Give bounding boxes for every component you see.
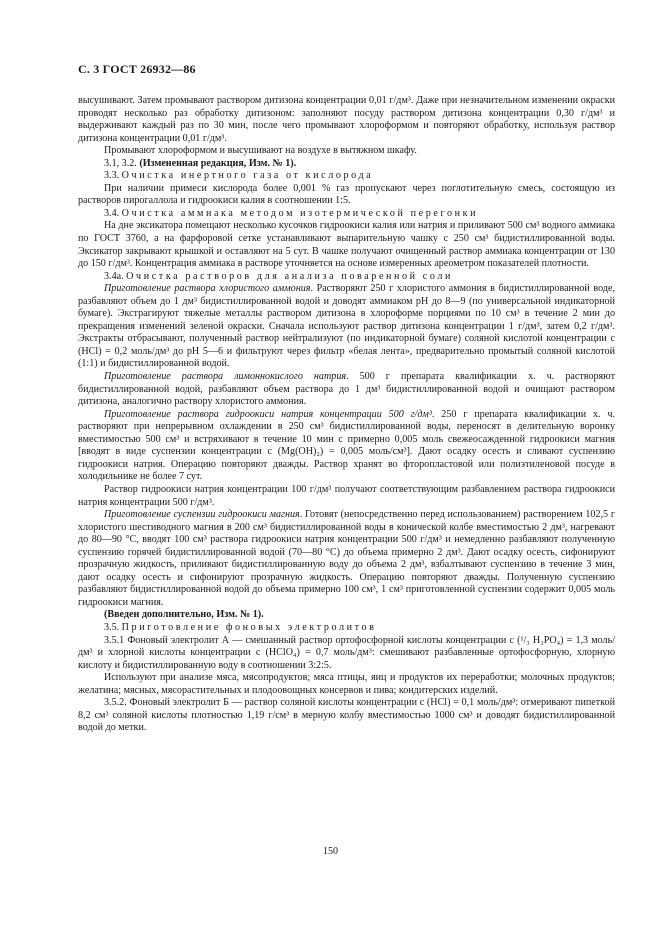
text-run: Приготовление раствора лимоннокислого натрия xyxy=(104,371,347,383)
text-run: Приготовление суспензии гидроокиси магния xyxy=(104,509,300,521)
text-run: На дне эксикатора помещают несколько кусочков гидроокиси калия или натрия и приливают 500 см³ водного аммиака по ГОСТ 3760, а на фарфоровой сетке устанавливают выпарительную чашку с 250 см³ бидистиллированной воды. Эксикатор закрывают крышкой и оставляют на 5 сут. В чашке получают очищенный раствор аммиака концентрации от 130 до 150 г/дм³. Концентрация аммиака в растворе уточняется на основе измеренных ареометром показателей плотности. xyxy=(78,220,615,270)
paragraph-p5 xyxy=(78,183,615,208)
paragraph-p15 xyxy=(78,622,615,635)
page-number: 150 xyxy=(323,846,338,857)
paragraph-p9 xyxy=(78,283,615,371)
text-run: . 500 г препарата квалификации х. ч. растворяют бидистиллированной водой, разбавляют объем раствора до 1 дм³ бидистиллированной водой и очищают раствором дитизона, аналогично раствору хлористого аммония. xyxy=(78,371,615,408)
paragraph-p17 xyxy=(78,672,615,697)
text-run: 3.3. xyxy=(104,170,122,182)
paragraph-p1 xyxy=(78,95,615,145)
text-run: 3.4. xyxy=(104,207,122,219)
text-run: 3.5. xyxy=(104,621,122,633)
page-header: С. 3 ГОСТ 26932—86 xyxy=(78,62,196,76)
text-run: 3.5.2. Фоновый электролит Б — раствор соляной кислоты концентрации с (HCl) = 0,1 моль/дм³: отмеривают пипеткой 8,2 см³ соляной кислоты плотностью 1,19 г/см³ в мерную колбу вместимостью 1000 см³ и доводят бидистиллированной водой до метки. xyxy=(78,697,615,734)
paragraph-p10 xyxy=(78,371,615,409)
text-run: Очистка растворов для анализа поваренной соли xyxy=(126,270,454,282)
text-run: . Готовят (непосредственно перед использованием) растворением 102,5 г хлористого шестиводного магния в 200 см³ бидистиллированной воды в конической колбе вместимостью 2 дм³, нагревают до 80—90 °С, вводят 100 см³ раствора гидроокиси натрия концентрации 500 г/дм³ и немедленно разбавляют полученную суспензию горячей бидистиллированной водой (70—80 °С) до объема примерно 2 дм³. Дают осадку осесть, сифонируют прозрачную жидкость, приливают бидистиллированную воду до объема 2 дм³, взбалтывают суспензию в течение 3 мин, дают осадку осесть и сифонируют прозрачную жидкость. Операцию повторяют дважды. Полученную суспензию разбавляют бидистиллированной водой до объема примерно 100 см³, 1 см³ приготовленной суспензии содержит 0,005 моль гидроокиси магния. xyxy=(78,509,615,608)
paragraph-p11 xyxy=(78,409,615,484)
text-run: (Введен дополнительно, Изм. № 1). xyxy=(104,609,264,621)
document-body xyxy=(78,95,615,735)
paragraph-p8 xyxy=(78,271,615,284)
text-run: Используют при анализе мяса, мясопродуктов; мяса птицы, яиц и продуктов их переработки; молочных продуктов; желатина; мясных, мясорастительных и плодоовощных консервов и пива; кондитерских изделий. xyxy=(78,672,615,696)
text-run: 3.1, 3.2. xyxy=(104,157,140,169)
text-run: Очистка инертного газа от кислорода xyxy=(121,170,374,182)
text-run: Промывают хлороформом и высушивают на воздухе в вытяжном шкафу. xyxy=(104,145,417,157)
text-run: Очистка аммиака методом изотермической перегонки xyxy=(121,207,479,219)
text-run: (Измененная редакция, Изм. № 1). xyxy=(139,157,297,169)
text-run: Приготовление фоновых электролитов xyxy=(121,621,377,633)
text-run: 3.5.1 Фоновый электролит А — смешанный раствор ортофосфорной кислоты концентрации с (¹/₃ H₃PO₄) = 1,3 моль/дм³ и хлорной кислоты концентрации с (HClO₄) = 0,7 моль/дм³: смешивают разбавленные ортофосфорную, хлорную кислоту и бидистиллированную воду в соотношении 3:2:5. xyxy=(78,634,615,671)
text-run: Приготовление раствора хлористого аммония xyxy=(104,283,311,295)
paragraph-p3 xyxy=(78,158,615,171)
text-run: При наличии примеси кислорода более 0,001 % газ пропускают через поглотительную смесь, состоящую из растворов пирогаллола и гидроокиси калия в соотношении 1:5. xyxy=(78,182,615,207)
text-run: Раствор гидроокиси натрия концентрации 100 г/дм³ получают соответствующим разбавлением раствора гидроокиси натрия концентрации 500 г/дм³. xyxy=(78,483,615,508)
text-run: 3.4а. xyxy=(104,270,127,282)
paragraph-p2 xyxy=(78,145,615,158)
text-run: Приготовление раствора гидроокиси натрия концентрации 500 г/дм³ xyxy=(104,408,432,420)
text-run: высушивают. Затем промывают раствором дитизона концентрации 0,01 г/дм³. Даже при незначительном изменении окраски проводят несколько раз обработку дитизоном: заполняют посуду раствором дитизона концентрации 0,30 г/дм³ и выдерживают каждый раз по 30 мин, после чего промывают хлороформом и повторяют обработку, используя раствор дитизона концентрации 0,01 г/дм³. xyxy=(78,95,615,144)
paragraph-p12 xyxy=(78,484,615,509)
paragraph-p13 xyxy=(78,509,615,609)
paragraph-p4 xyxy=(78,170,615,183)
paragraph-p6 xyxy=(78,208,615,221)
paragraph-p18 xyxy=(78,697,615,735)
paragraph-p7 xyxy=(78,220,615,270)
paragraph-p14 xyxy=(78,609,615,622)
paragraph-p16 xyxy=(78,635,615,673)
text-run: . 250 г препарата квалификации х. ч. растворяют при непрерывном охлаждении в 250 см³ бидистиллированной воды, переносят в делительную воронку вместимостью 500 см³ и встряхивают в течение 10 мин с примерно 0,005 моль свежеосажденной гидроокиси магния [вводят в виде суспензии концентрации с (Mg(OH)₂) = 0,005 моль/см³]. Дают осадку осесть и сливают суспензию гидроокиси натрия. Операцию повторяют дважды. Раствор хранят во фторопластовой или полиэтиленовой посуде в холодильнике не более 7 сут. xyxy=(78,408,615,483)
text-run: . Растворяют 250 г хлористого аммония в бидистиллированной воде, разбавляют объем до 1 дм³ бидистиллированной водой и доводят аммиаком рН до 8—9 (по универсальной индикаторной бумаге). Экстрагируют тяжелые металлы раствором дитизона в хлороформе порциями по 10 см³ в течение 2 мин до прекращения изменений зеленой окраски. Сначала используют раствор дитизона концентрации 1 г/дм³, затем 0,2 г/дм³. Экстракты отбрасывают, полученный раствор нейтрализуют (по индикаторной бумаге) соляной кислотой концентрации с (HCl) = 0,2 моль/дм³ до рН 5—6 и фильтруют через фильтр «белая лента», предварительно промытый соляной кислотой (1:1) и бидистиллированной водой. xyxy=(78,283,615,370)
